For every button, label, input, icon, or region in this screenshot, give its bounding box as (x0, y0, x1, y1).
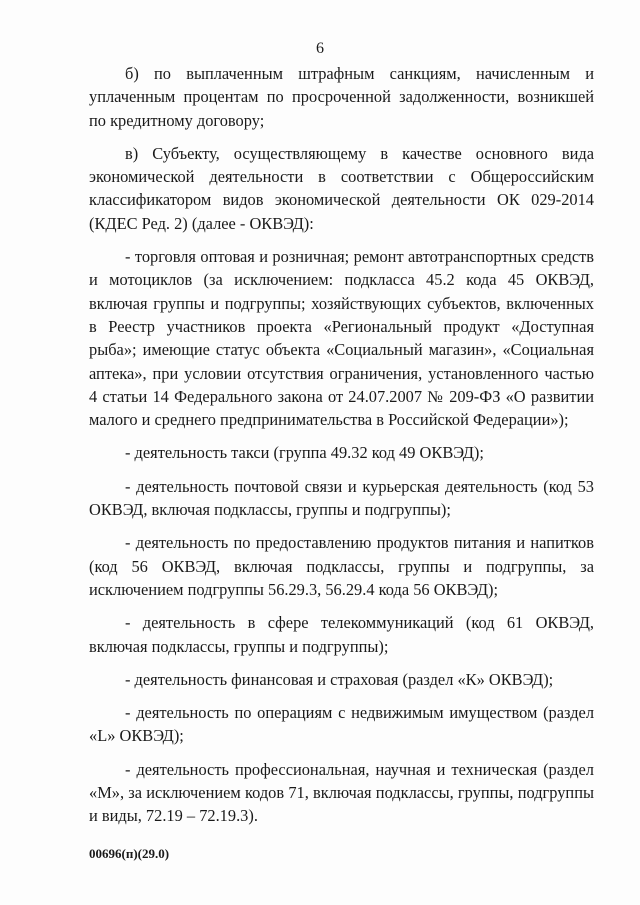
paragraph-v-subject-okved: в) Субъекту, осуществляющему в качестве основного вида экономической деятельности в соответствии с Общероссийским классификатором видов экономической деятельности ОК 029-2014 (КДЕС Ред. 2) (далее - ОКВЭД): (89, 143, 594, 233)
list-item-professional-scientific: - деятельность профессиональная, научная и техническая (раздел «М», за исключением кодов 71, включая подклассы, группы, подгруппы и виды, 72.19 – 72.19.3). (89, 759, 594, 826)
list-item-taxi: - деятельность такси (группа 49.32 код 49 ОКВЭД); (125, 443, 484, 463)
paragraph-b-penalties: б) по выплаченным штрафным санкциям, начисленным и уплаченным процентам по просроченной задолженности, возникшей по кредитному договору; (89, 64, 594, 130)
list-item-postal-courier: - деятельность почтовой связи и курьерская деятельность (код 53 ОКВЭД, включая подклассы, группы и подгруппы); (89, 476, 594, 520)
page-number: 6 (316, 40, 324, 57)
document-footer-code: 00696(п)(29.0) (89, 846, 170, 861)
list-item-trade: - торговля оптовая и розничная; ремонт автотранспортных средств и мотоциклов (за исключением: подкласса 45.2 кода 45 ОКВЭД, включая группы и подгруппы; хозяйствующих субъектов, включенных в Реестр участников проекта «Региональный продукт «Доступная рыба»; имеющие статус объекта «Социальный магазин», «Социальная аптека», при условии отсутствия ограничения, установленного частью 4 статьи 14 Федерального закона от 24.07.2007 № 209-ФЗ «О развитии малого и среднего предпринимательства в Российской Федерации»); (89, 247, 594, 430)
list-item-telecom: - деятельность в сфере телекоммуникаций (код 61 ОКВЭД, включая подклассы, группы и подгруппы); (89, 613, 594, 656)
list-item-finance-insurance: - деятельность финансовая и страховая (раздел «К» ОКВЭД); (125, 669, 554, 689)
document-body (89, 62, 594, 838)
list-item-real-estate: - деятельность по операциям с недвижимым имуществом (раздел «L» ОКВЭД); (89, 703, 594, 746)
list-item-food-beverage: - деятельность по предоставлению продуктов питания и напитков (код 56 ОКВЭД, включая подклассы, группы и подгруппы, за исключением подгруппы 56.29.3, 56.29.4 кода 56 ОКВЭД); (89, 533, 594, 599)
